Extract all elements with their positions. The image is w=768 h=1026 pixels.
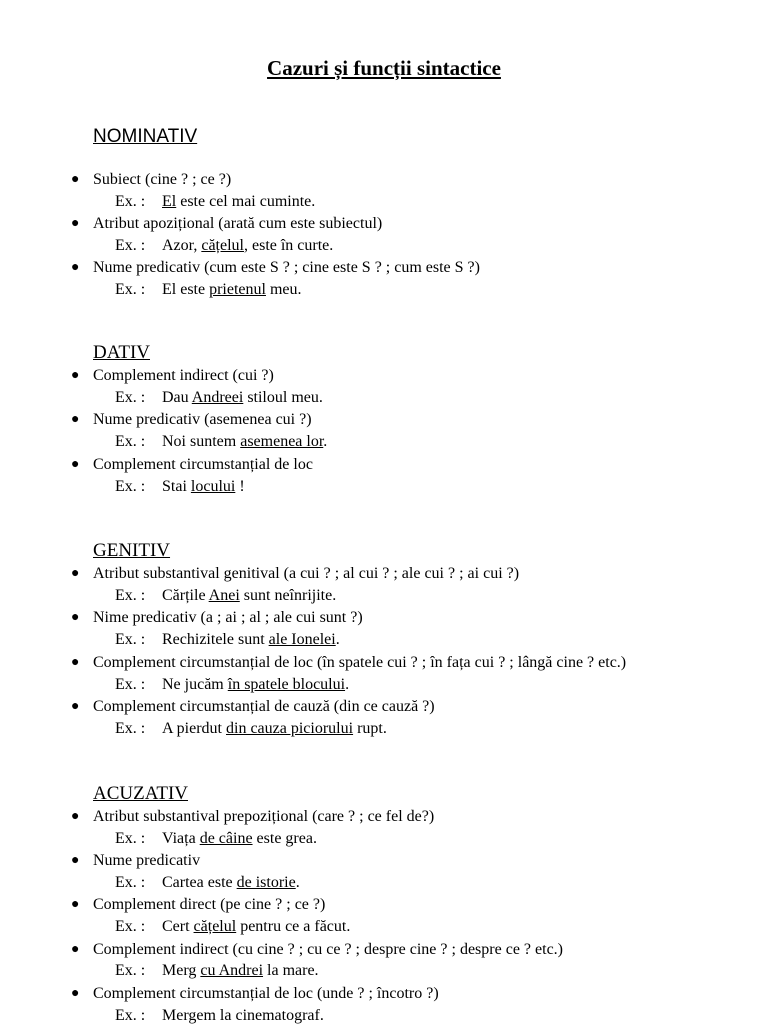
example-text-after: , este în curte.	[243, 237, 334, 254]
bullet-icon: ●	[71, 216, 80, 231]
bullet-item	[71, 608, 363, 628]
example-underlined-term: cățelul	[193, 918, 237, 935]
bullet-item-text: Atribut substantival prepozițional (care ? ; ce fel de?)	[93, 808, 435, 825]
example-text-after: la mare.	[263, 962, 319, 979]
example-text-after: rupt.	[353, 720, 387, 737]
example-text-after: .	[335, 631, 340, 648]
example-underlined-term: asemenea lor	[240, 433, 324, 450]
example-underlined-term: cățelul	[201, 237, 244, 254]
example-label: Ex. :	[115, 281, 146, 298]
example-text-after: este grea.	[252, 830, 317, 847]
bullet-item-text: Nume predicativ (cum este S ? ; cine este S ? ; cum este S ?)	[93, 259, 480, 276]
bullet-icon: ●	[71, 655, 80, 670]
bullet-item	[71, 170, 232, 190]
example-underlined-term: ale Ionelei	[268, 631, 336, 648]
bullet-item-text: Atribut substantival genitival (a cui ? ; al cui ? ; ale cui ? ; ai cui ?)	[93, 565, 520, 582]
example-label: Ex. :	[115, 237, 146, 254]
example-text-after: !	[235, 478, 245, 495]
example-text-after: .	[345, 676, 350, 693]
example-label: Ex. :	[115, 874, 146, 891]
bullet-item	[71, 455, 313, 475]
example-label: Ex. :	[115, 587, 146, 604]
example-text-before: Merg	[162, 962, 201, 979]
example-underlined-term: de câine	[199, 830, 253, 847]
bullet-item	[71, 895, 326, 915]
bullet-item	[71, 564, 520, 584]
bullet-item-text: Complement indirect (cu cine ? ; cu ce ? ; despre cine ? ; despre ce ? etc.)	[93, 941, 563, 958]
example-label: Ex. :	[115, 478, 146, 495]
example-label: Ex. :	[115, 720, 146, 737]
section-heading: GENITIV	[93, 540, 171, 561]
bullet-item-text: Complement circumstanțial de cauză (din ce cauză ?)	[93, 698, 435, 715]
bullet-icon: ●	[71, 853, 80, 868]
example-line	[115, 192, 315, 212]
example-text-after: .	[295, 874, 300, 891]
bullet-icon: ●	[71, 610, 80, 625]
bullet-item	[71, 940, 563, 960]
example-underlined-term: în spatele blocului	[227, 676, 346, 693]
example-text-after: este cel mai cuminte.	[176, 193, 316, 210]
example-text-after: pentru ce a făcut.	[236, 918, 351, 935]
section-heading: NOMINATIV	[93, 126, 198, 147]
example-label: Ex. :	[115, 962, 146, 979]
example-text-before: Mergem la cinematograf.	[162, 1007, 324, 1024]
bullet-item-text: Complement circumstanțial de loc (în spatele cui ? ; în fața cui ? ; lângă cine ? etc.)	[93, 654, 627, 671]
bullet-item	[71, 366, 274, 386]
example-text-before: El este	[162, 281, 210, 298]
example-line	[115, 432, 327, 452]
example-line	[115, 873, 300, 893]
bullet-item	[71, 214, 383, 234]
bullet-icon: ●	[71, 986, 80, 1001]
example-text-before: Ne jucăm	[162, 676, 228, 693]
bullet-icon: ●	[71, 699, 80, 714]
example-label: Ex. :	[115, 389, 146, 406]
example-label: Ex. :	[115, 631, 146, 648]
example-line	[115, 477, 245, 497]
example-text-before: Viața	[162, 830, 200, 847]
bullet-item	[71, 258, 480, 278]
example-line	[115, 961, 319, 981]
example-text-before: Noi suntem	[162, 433, 241, 450]
example-underlined-term: cu Andrei	[200, 962, 264, 979]
example-line	[115, 719, 387, 739]
example-text-before: Cert	[162, 918, 194, 935]
bullet-icon: ●	[71, 566, 80, 581]
example-line	[115, 917, 350, 937]
example-label: Ex. :	[115, 918, 146, 935]
bullet-item	[71, 984, 439, 1004]
example-text-before: A pierdut	[162, 720, 226, 737]
bullet-icon: ●	[71, 809, 80, 824]
example-text-after: sunt neînrijite.	[239, 587, 337, 604]
bullet-item-text: Complement circumstanțial de loc	[93, 456, 313, 473]
bullet-item-text: Complement indirect (cui ?)	[93, 367, 274, 384]
bullet-icon: ●	[71, 412, 80, 427]
bullet-icon: ●	[71, 457, 80, 472]
example-line	[115, 280, 302, 300]
bullet-icon: ●	[71, 172, 80, 187]
example-underlined-term: El	[162, 193, 177, 210]
example-text-before: Rechizitele sunt	[162, 631, 269, 648]
bullet-item-text: Nume predicativ (asemenea cui ?)	[93, 411, 312, 428]
example-text-before: Stai	[162, 478, 191, 495]
example-text-before: Cărțile	[162, 587, 209, 604]
bullet-item-text: Subiect (cine ? ; ce ?)	[93, 171, 232, 188]
bullet-item-text: Atribut apozițional (arată cum este subiectul)	[93, 215, 383, 232]
example-label: Ex. :	[115, 433, 146, 450]
example-text-after: stiloul meu.	[243, 389, 323, 406]
bullet-icon: ●	[71, 368, 80, 383]
example-line	[115, 236, 333, 256]
bullet-item	[71, 697, 435, 717]
example-underlined-term: din cauza piciorului	[226, 720, 354, 737]
bullet-item-text: Complement circumstanțial de loc (unde ? ; încotro ?)	[93, 985, 439, 1002]
example-label: Ex. :	[115, 193, 146, 210]
example-text-before: Dau	[162, 389, 192, 406]
bullet-item-text: Nume predicativ	[93, 852, 201, 869]
example-underlined-term: prietenul	[209, 281, 266, 298]
example-line	[115, 586, 336, 606]
bullet-icon: ●	[71, 897, 80, 912]
page-title: Cazuri și funcții sintactice	[267, 56, 501, 80]
example-underlined-term: de istorie	[236, 874, 296, 891]
example-line	[115, 829, 317, 849]
example-line	[115, 675, 349, 695]
bullet-icon: ●	[71, 260, 80, 275]
example-underlined-term: Anei	[208, 587, 240, 604]
bullet-item	[71, 807, 435, 827]
example-line	[115, 388, 323, 408]
example-label: Ex. :	[115, 830, 146, 847]
bullet-item-text: Nime predicativ (a ; ai ; al ; ale cui sunt ?)	[93, 609, 363, 626]
example-underlined-term: locului	[190, 478, 236, 495]
example-text-before: Cartea este	[162, 874, 237, 891]
bullet-item-text: Complement direct (pe cine ? ; ce ?)	[93, 896, 326, 913]
example-line	[115, 1006, 324, 1026]
example-line	[115, 630, 340, 650]
example-text-after: .	[323, 433, 328, 450]
section-heading: DATIV	[93, 342, 150, 363]
example-text-before: Azor,	[162, 237, 202, 254]
example-label: Ex. :	[115, 1007, 146, 1024]
example-text-after: meu.	[265, 281, 302, 298]
example-label: Ex. :	[115, 676, 146, 693]
bullet-item	[71, 653, 627, 673]
section-heading: ACUZATIV	[93, 783, 188, 804]
bullet-item	[71, 851, 201, 871]
bullet-icon: ●	[71, 942, 80, 957]
bullet-item	[71, 410, 312, 430]
example-underlined-term: Andreei	[191, 389, 244, 406]
